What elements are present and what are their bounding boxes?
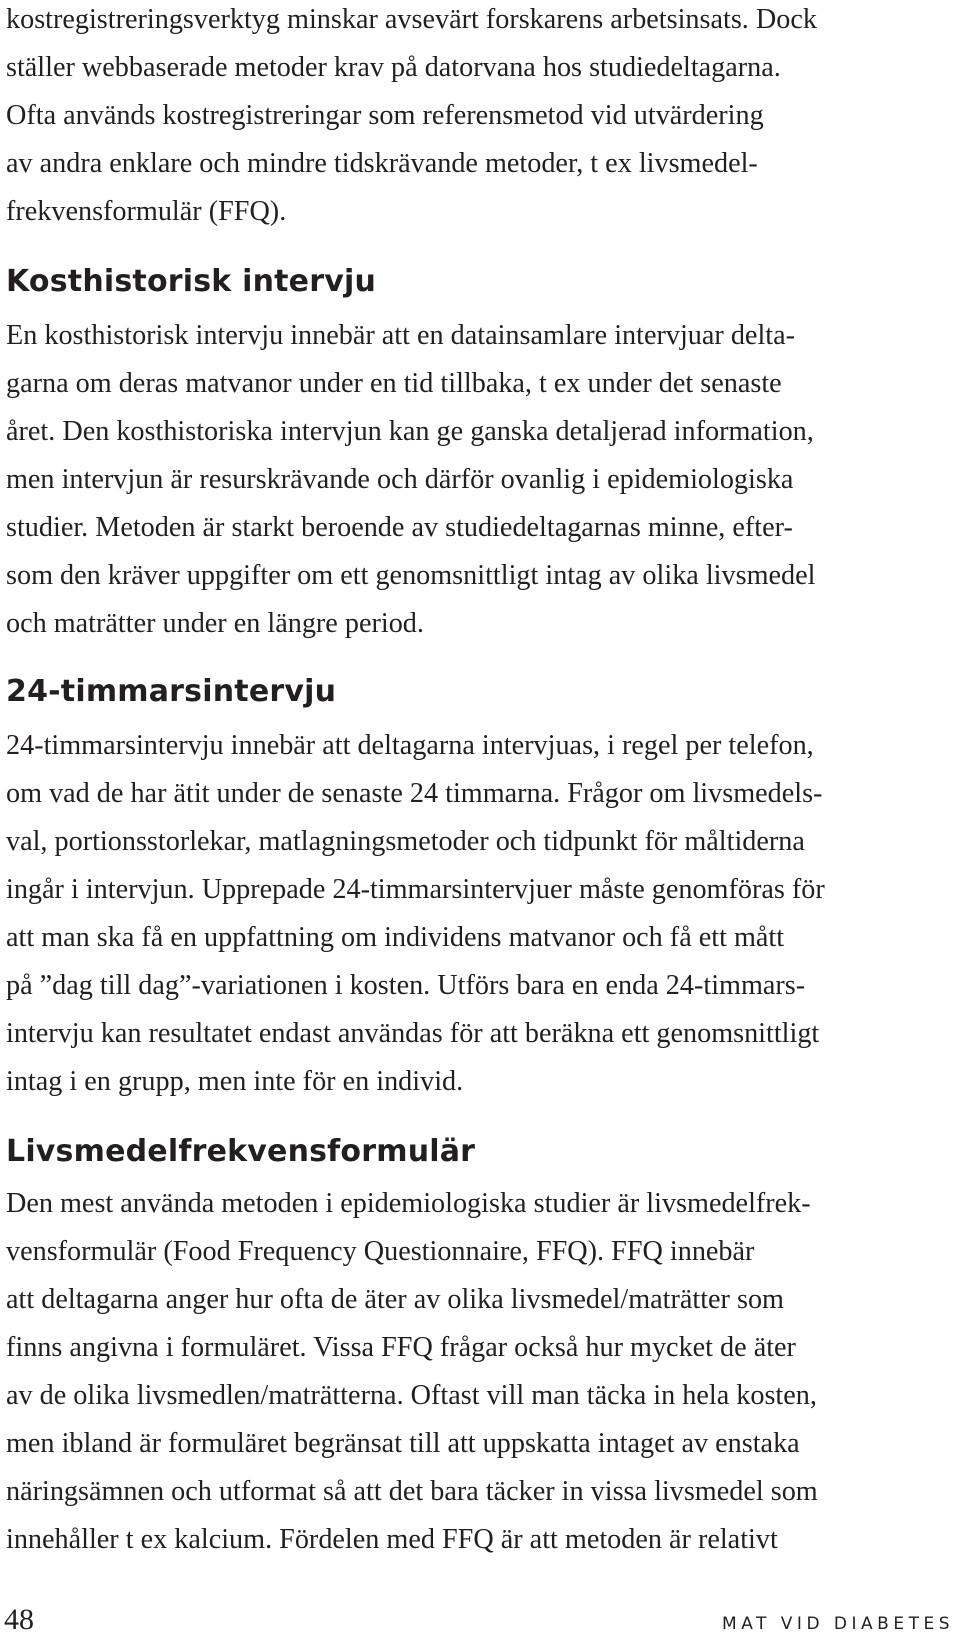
section-heading-kosthistorisk: Kosthistorisk intervju (6, 264, 377, 299)
section-heading-livsmedelfrekvens: Livsmedelfrekvensformulär (6, 1134, 476, 1169)
text-line: vensformulär (Food Frequency Questionnaire, FFQ). FFQ innebär (6, 1236, 755, 1267)
text-line: ingår i intervjun. Upprepade 24-timmarsintervjuer måste genomföras för (6, 874, 825, 905)
page-number: 48 (4, 1603, 34, 1636)
intro-paragraph (6, 0, 817, 236)
text-line: Den mest använda metoden i epidemiologiska studier är livsmedelfrek- (6, 1188, 811, 1219)
text-line: på ”dag till dag”-variationen i kosten. Utförs bara en enda 24-timmars- (6, 970, 806, 1001)
text-line: av de olika livsmedlen/maträtterna. Oftast vill man täcka in hela kosten, (6, 1380, 817, 1411)
text-line: studier. Metoden är starkt beroende av studiedeltagarnas minne, efter- (6, 512, 793, 543)
text-line: Ofta används kostregistreringar som referensmetod vid utvärdering (6, 100, 764, 131)
text-line: ställer webbaserade metoder krav på datorvana hos studiedeltagarna. (6, 52, 781, 83)
text-line: som den kräver uppgifter om ett genomsnittligt intag av olika livsmedel (6, 560, 816, 591)
text-line: finns angivna i formuläret. Vissa FFQ frågar också hur mycket de äter (6, 1332, 796, 1363)
text-line: men ibland är formuläret begränsat till att uppskatta intaget av enstaka (6, 1428, 800, 1459)
text-line: frekvensformulär (FFQ). (6, 196, 287, 227)
text-line: En kosthistorisk intervju innebär att en datainsamlare intervjuar delta- (6, 320, 796, 351)
running-footer-title: MAT VID DIABETES (722, 1614, 954, 1634)
text-line: året. Den kosthistoriska intervjun kan ge ganska detaljerad information, (6, 416, 814, 447)
text-line: att man ska få en uppfattning om individens matvanor och få ett mått (6, 922, 785, 953)
section-paragraph-livsmedelfrekvens (6, 1180, 818, 1564)
text-line: men intervjun är resurskrävande och därför ovanlig i epidemiologiska (6, 464, 794, 495)
text-line: av andra enklare och mindre tidskrävande metoder, t ex livsmedel- (6, 148, 758, 179)
text-line: och maträtter under en längre period. (6, 608, 424, 639)
section-paragraph-kosthistorisk (6, 312, 815, 648)
text-line: 24-timmarsintervju innebär att deltagarna intervjuas, i regel per telefon, (6, 730, 814, 761)
text-line: kostregistreringsverktyg minskar avsevärt forskarens arbetsinsats. Dock (6, 4, 817, 35)
text-line: garna om deras matvanor under en tid tillbaka, t ex under det senaste (6, 368, 782, 399)
text-line: näringsämnen och utformat så att det bara täcker in vissa livsmedel som (6, 1476, 818, 1507)
text-line: om vad de har ätit under de senaste 24 timmarna. Frågor om livsmedels- (6, 778, 823, 809)
text-line: intag i en grupp, men inte för en individ. (6, 1066, 464, 1097)
section-paragraph-24-timmars (6, 722, 825, 1106)
text-line: innehåller t ex kalcium. Fördelen med FFQ är att metoden är relativt (6, 1524, 778, 1555)
text-line: intervju kan resultatet endast användas för att beräkna ett genomsnittligt (6, 1018, 820, 1049)
text-line: val, portionsstorlekar, matlagningsmetoder och tidpunkt för måltiderna (6, 826, 805, 857)
section-heading-24-timmars: 24-timmarsintervju (6, 674, 337, 709)
text-line: att deltagarna anger hur ofta de äter av olika livsmedel/maträtter som (6, 1284, 784, 1315)
